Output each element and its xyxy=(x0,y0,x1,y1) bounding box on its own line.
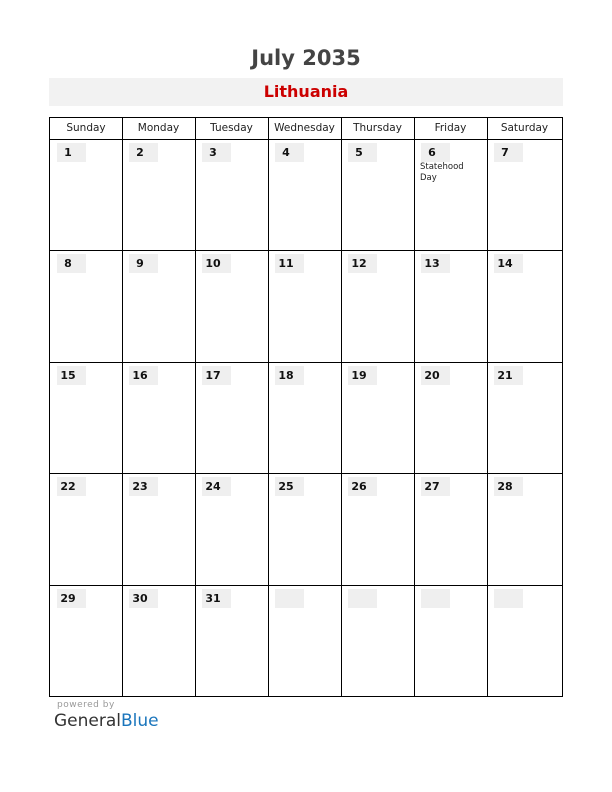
date-number: 15 xyxy=(60,369,76,382)
date-number: 9 xyxy=(136,257,144,270)
day-cell-7[interactable] xyxy=(488,140,562,250)
brand-blue: Blue xyxy=(121,711,159,731)
date-number: 13 xyxy=(424,257,440,270)
day-cell-21[interactable] xyxy=(488,363,562,473)
date-number: 27 xyxy=(424,480,440,493)
date-number: 8 xyxy=(64,257,72,270)
date-number: 28 xyxy=(497,480,513,493)
weekday-header-monday: Monday xyxy=(137,122,180,134)
day-cell-2[interactable] xyxy=(123,140,195,250)
day-cell-31[interactable] xyxy=(196,586,268,696)
weekday-header-saturday: Saturday xyxy=(500,122,549,134)
weekday-header-thursday: Thursday xyxy=(353,122,402,134)
weekday-header-friday: Friday xyxy=(434,122,467,134)
day-cell-16[interactable] xyxy=(123,363,195,473)
day-cell-1[interactable] xyxy=(51,140,122,250)
day-cell-24[interactable] xyxy=(196,474,268,584)
day-cell-28[interactable] xyxy=(488,474,562,584)
day-cell-25[interactable] xyxy=(269,474,341,584)
date-number: 12 xyxy=(351,257,367,270)
date-number: 26 xyxy=(351,480,367,493)
day-cell-15[interactable] xyxy=(51,363,122,473)
day-cell-27[interactable] xyxy=(415,474,487,584)
day-cell-30[interactable] xyxy=(123,586,195,696)
country-name: Lithuania xyxy=(263,82,349,101)
country-banner xyxy=(49,78,563,106)
date-number: 14 xyxy=(497,257,513,270)
date-badge xyxy=(494,589,523,608)
brand-general: General xyxy=(54,711,121,731)
day-cell-9[interactable] xyxy=(123,251,195,361)
date-number: 24 xyxy=(205,480,221,493)
date-number: 1 xyxy=(64,146,72,159)
day-cell-10[interactable] xyxy=(196,251,268,361)
day-cell-8[interactable] xyxy=(51,251,122,361)
day-cell-11[interactable] xyxy=(269,251,341,361)
date-number: 3 xyxy=(209,146,217,159)
weekday-header-sunday: Sunday xyxy=(66,122,106,134)
date-number: 11 xyxy=(278,257,294,270)
day-cell-4[interactable] xyxy=(269,140,341,250)
page-title: July 2035 xyxy=(251,46,361,70)
empty-day-cell[interactable] xyxy=(488,586,562,696)
date-number: 4 xyxy=(282,146,290,159)
date-number: 23 xyxy=(132,480,148,493)
powered-by-text: powered by xyxy=(57,700,115,710)
day-cell-19[interactable] xyxy=(342,363,414,473)
date-number: 25 xyxy=(278,480,294,493)
date-number: 21 xyxy=(497,369,513,382)
date-number: 19 xyxy=(351,369,367,382)
day-cell-3[interactable] xyxy=(196,140,268,250)
day-cell-14[interactable] xyxy=(488,251,562,361)
day-cell-12[interactable] xyxy=(342,251,414,361)
weekday-header-tuesday: Tuesday xyxy=(210,122,253,134)
generalblue-logo[interactable] xyxy=(54,711,159,731)
date-number: 6 xyxy=(428,146,436,159)
date-number: 17 xyxy=(205,369,221,382)
day-cell-17[interactable] xyxy=(196,363,268,473)
weekday-header-wednesday: Wednesday xyxy=(274,122,335,134)
date-badge xyxy=(421,589,450,608)
day-cell-29[interactable] xyxy=(51,586,122,696)
date-number: 7 xyxy=(501,146,509,159)
date-badge xyxy=(275,589,304,608)
day-cell-13[interactable] xyxy=(415,251,487,361)
date-badge xyxy=(348,589,377,608)
date-number: 30 xyxy=(132,592,148,605)
day-cell-20[interactable] xyxy=(415,363,487,473)
date-number: 10 xyxy=(205,257,221,270)
date-number: 20 xyxy=(424,369,440,382)
day-cell-23[interactable] xyxy=(123,474,195,584)
day-cell-22[interactable] xyxy=(51,474,122,584)
empty-day-cell[interactable] xyxy=(269,586,341,696)
empty-day-cell[interactable] xyxy=(342,586,414,696)
date-number: 5 xyxy=(355,146,363,159)
day-cell-5[interactable] xyxy=(342,140,414,250)
empty-day-cell[interactable] xyxy=(415,586,487,696)
date-number: 2 xyxy=(136,146,144,159)
date-number: 29 xyxy=(60,592,76,605)
day-cell-18[interactable] xyxy=(269,363,341,473)
date-number: 31 xyxy=(205,592,221,605)
date-number: 16 xyxy=(132,369,148,382)
holiday-label: Statehood Day xyxy=(420,162,464,183)
date-number: 22 xyxy=(60,480,76,493)
day-cell-26[interactable] xyxy=(342,474,414,584)
calendar-grid xyxy=(49,117,563,697)
date-number: 18 xyxy=(278,369,294,382)
weekday-header-row xyxy=(50,118,562,140)
day-cell-6[interactable] xyxy=(415,140,487,250)
